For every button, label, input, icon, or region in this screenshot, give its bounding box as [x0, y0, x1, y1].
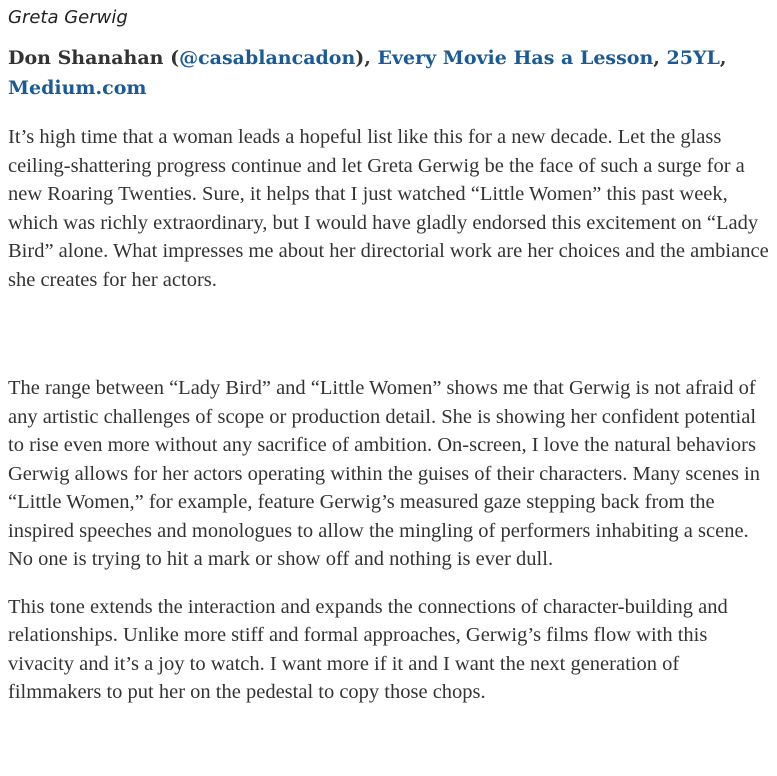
- section-subtitle: Greta Gerwig: [8, 7, 128, 28]
- article-container: [8, 0, 770, 707]
- paragraph-1: It’s high time that a woman leads a hopeful list like this for a new decade. Let the glass ceiling-shattering progress continue and let Greta Gerwig be the face of such a surge for a new Roaring Twenties. Sure, it helps that I just watched “Little Women” this past week, which was richly extraordinary, but I would have gladly endorsed this excitement on “Lady Bird” alone. What impresses me about her directorial work are her choices and the ambiance she creates for her actors.: [8, 126, 769, 291]
- author-handle-link[interactable]: @casablancadon: [179, 47, 356, 69]
- byline-separator: ,: [653, 47, 667, 69]
- author-byline: [8, 43, 770, 103]
- byline-open-paren: (: [163, 47, 180, 69]
- byline-separator: ,: [719, 47, 727, 69]
- publication-link[interactable]: Every Movie Has a Lesson: [377, 47, 654, 69]
- paragraph-2: The range between “Lady Bird” and “Little Women” shows me that Gerwig is not afraid of any artistic challenges of scope or production detail. She is showing her confident potential to rise even more without any sacrifice of ambition. On-screen, I love the natural behaviors Gerwig allows for her actors operating within the guises of their characters. Many scenes in “Little Women,” for example, feature Gerwig’s measured gaze stepping back from the inspired speeches and monologues to allow the mingling of performers inhabiting a scene. No one is trying to hit a mark or show off and nothing is ever dull.: [8, 377, 760, 570]
- paragraph-3: This tone extends the interaction and expands the connections of character-building and relationships. Unlike more stiff and formal approaches, Gerwig’s films flow with this vivacity and it’s a joy to watch. I want more if it and I want the next generation of filmmakers to put her on the pedestal to copy those chops.: [8, 595, 728, 703]
- author-name: Don Shanahan: [8, 47, 164, 69]
- byline-close-paren: ),: [355, 47, 378, 69]
- site-link-medium[interactable]: Medium.com: [8, 77, 147, 99]
- site-link-25yl[interactable]: 25YL: [666, 47, 720, 69]
